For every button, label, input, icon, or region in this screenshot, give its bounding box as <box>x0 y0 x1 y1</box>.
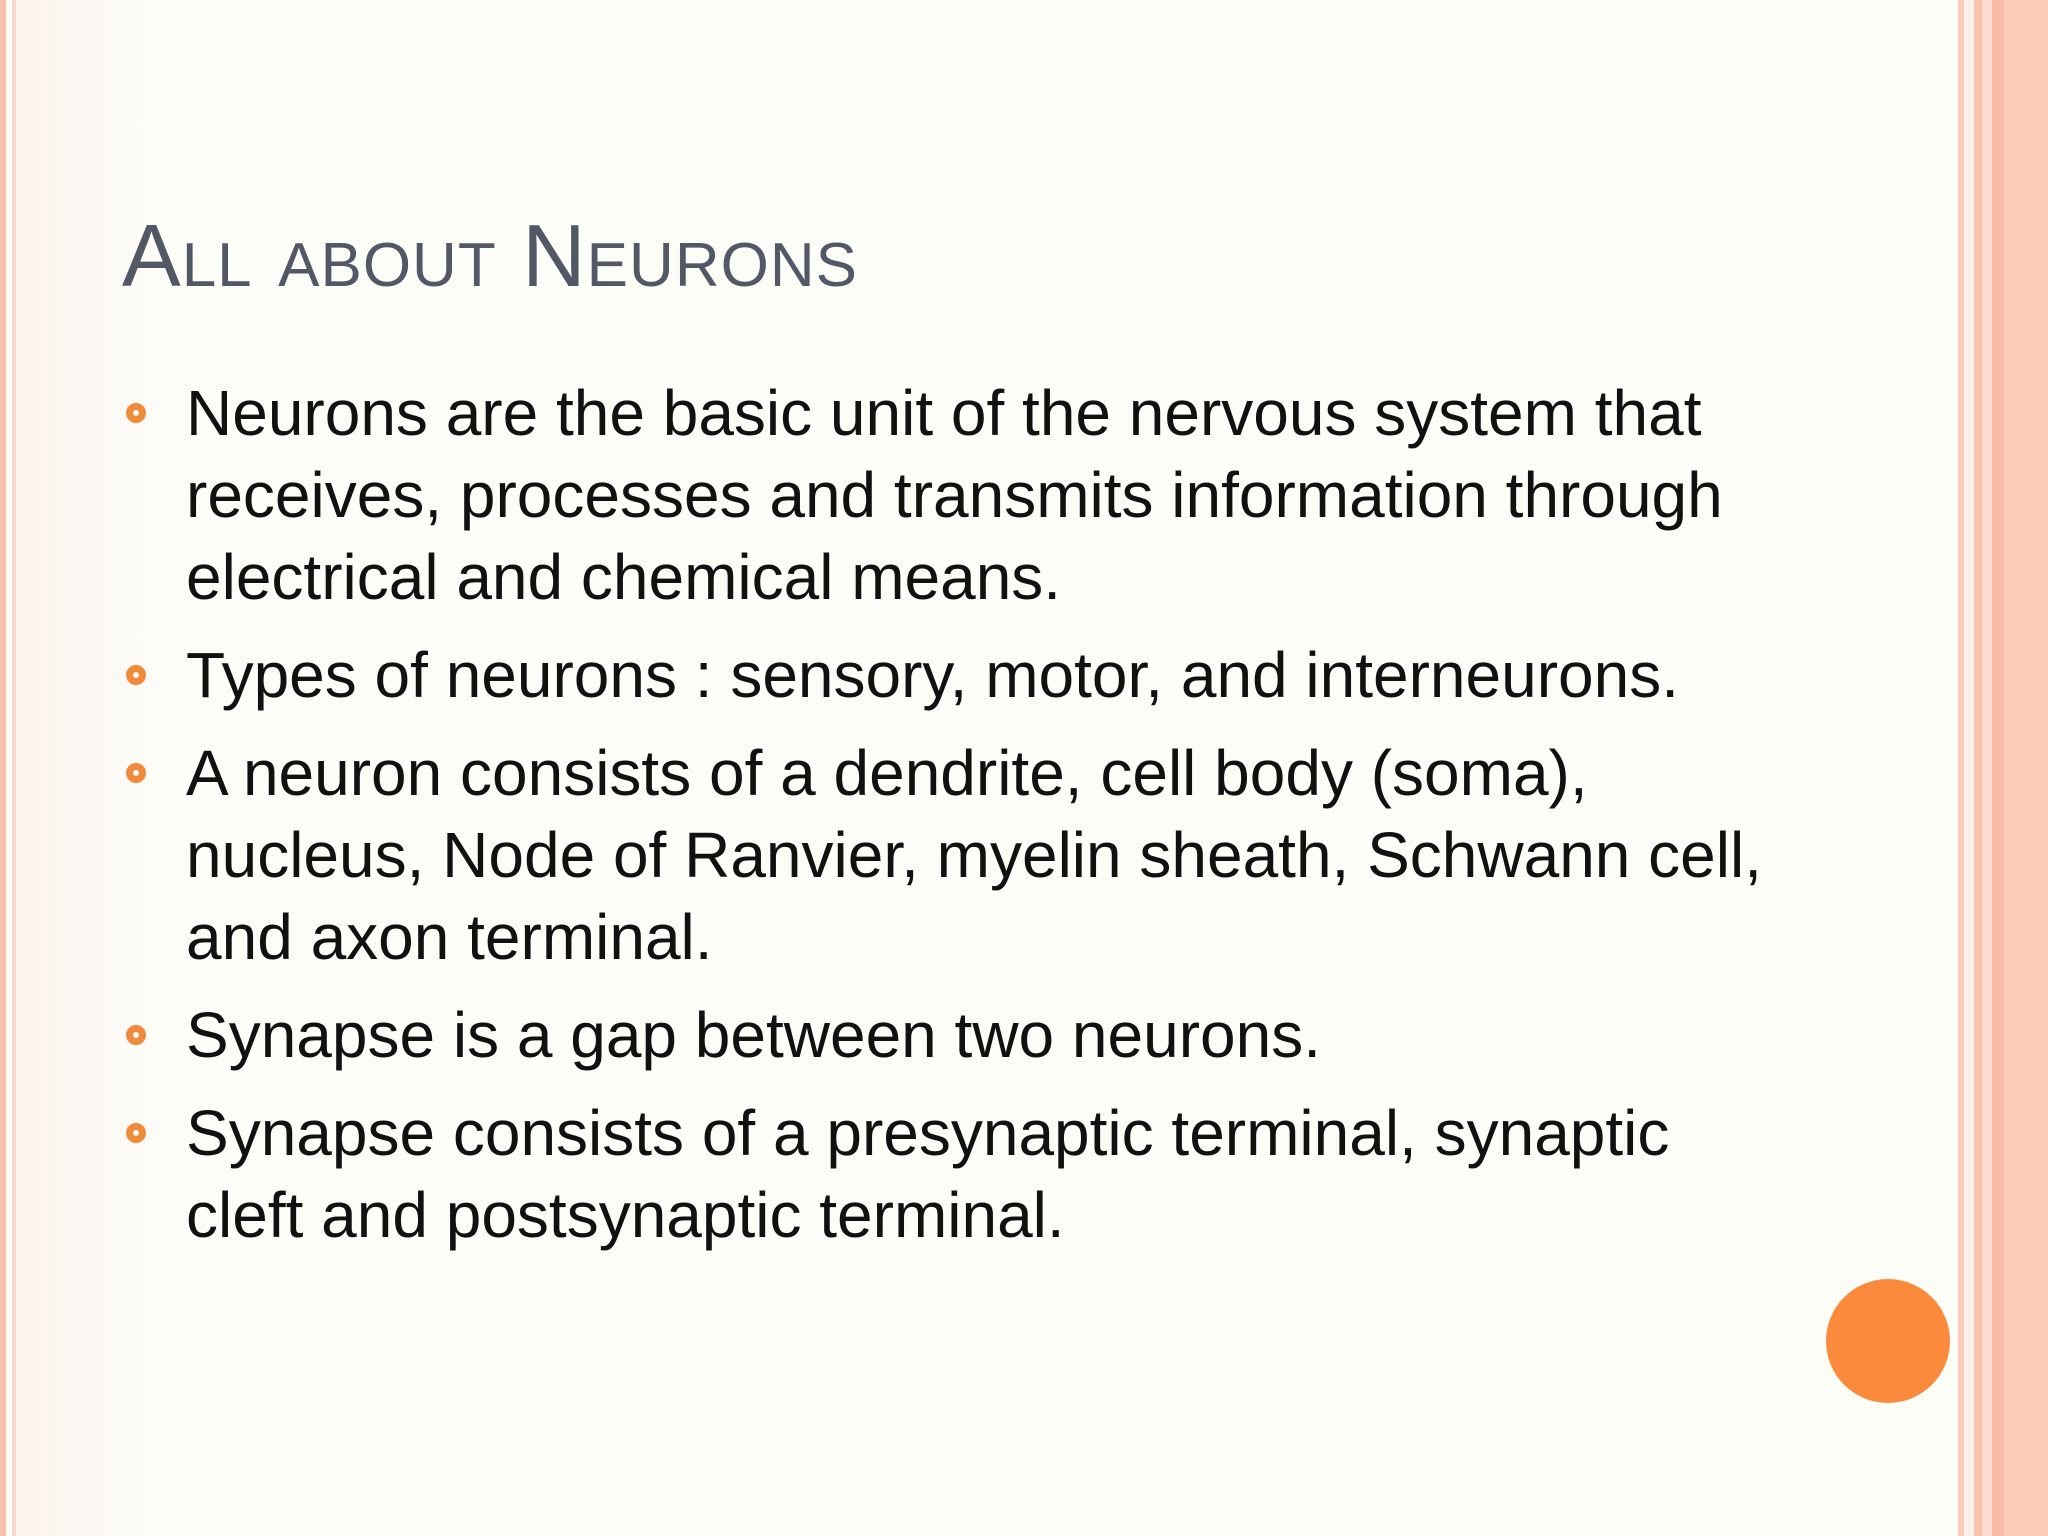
bullet-text: Neurons are the basic unit of the nervous system that receives, processes and transmits information through electrical and chemical means. <box>186 377 1723 613</box>
hollow-circle-bullet-icon <box>126 665 146 685</box>
bullet-text: Synapse is a gap between two neurons. <box>186 999 1321 1071</box>
bullet-item <box>122 634 1762 716</box>
bullet-item <box>122 994 1762 1076</box>
orange-circle-icon <box>1826 1279 1950 1403</box>
right-edge-stripe-3 <box>1974 0 1982 1536</box>
bullet-text: Types of neurons : sensory, motor, and interneurons. <box>186 639 1679 711</box>
right-edge-stripe-2 <box>1964 0 1974 1536</box>
hollow-circle-bullet-icon <box>126 763 146 783</box>
hollow-circle-bullet-icon <box>126 1025 146 1045</box>
bullet-text: Synapse consists of a presynaptic terminal, synaptic cleft and postsynaptic terminal. <box>186 1097 1670 1251</box>
right-edge-stripe-6 <box>2004 0 2048 1536</box>
hollow-circle-bullet-icon <box>126 403 146 423</box>
bullet-item <box>122 1092 1762 1256</box>
right-edge-stripe-4 <box>1982 0 1992 1536</box>
left-edge-stripe <box>0 0 6 1536</box>
bullet-item <box>122 372 1762 618</box>
right-edge-stripe-5 <box>1992 0 2004 1536</box>
bullet-text: A neuron consists of a dendrite, cell body (soma), nucleus, Node of Ranvier, myelin sheath, Schwann cell, and axon terminal. <box>186 737 1762 973</box>
bullet-item <box>122 732 1762 978</box>
slide-title: All about Neurons <box>122 206 858 305</box>
hollow-circle-bullet-icon <box>126 1123 146 1143</box>
bullet-list <box>122 372 1762 1272</box>
